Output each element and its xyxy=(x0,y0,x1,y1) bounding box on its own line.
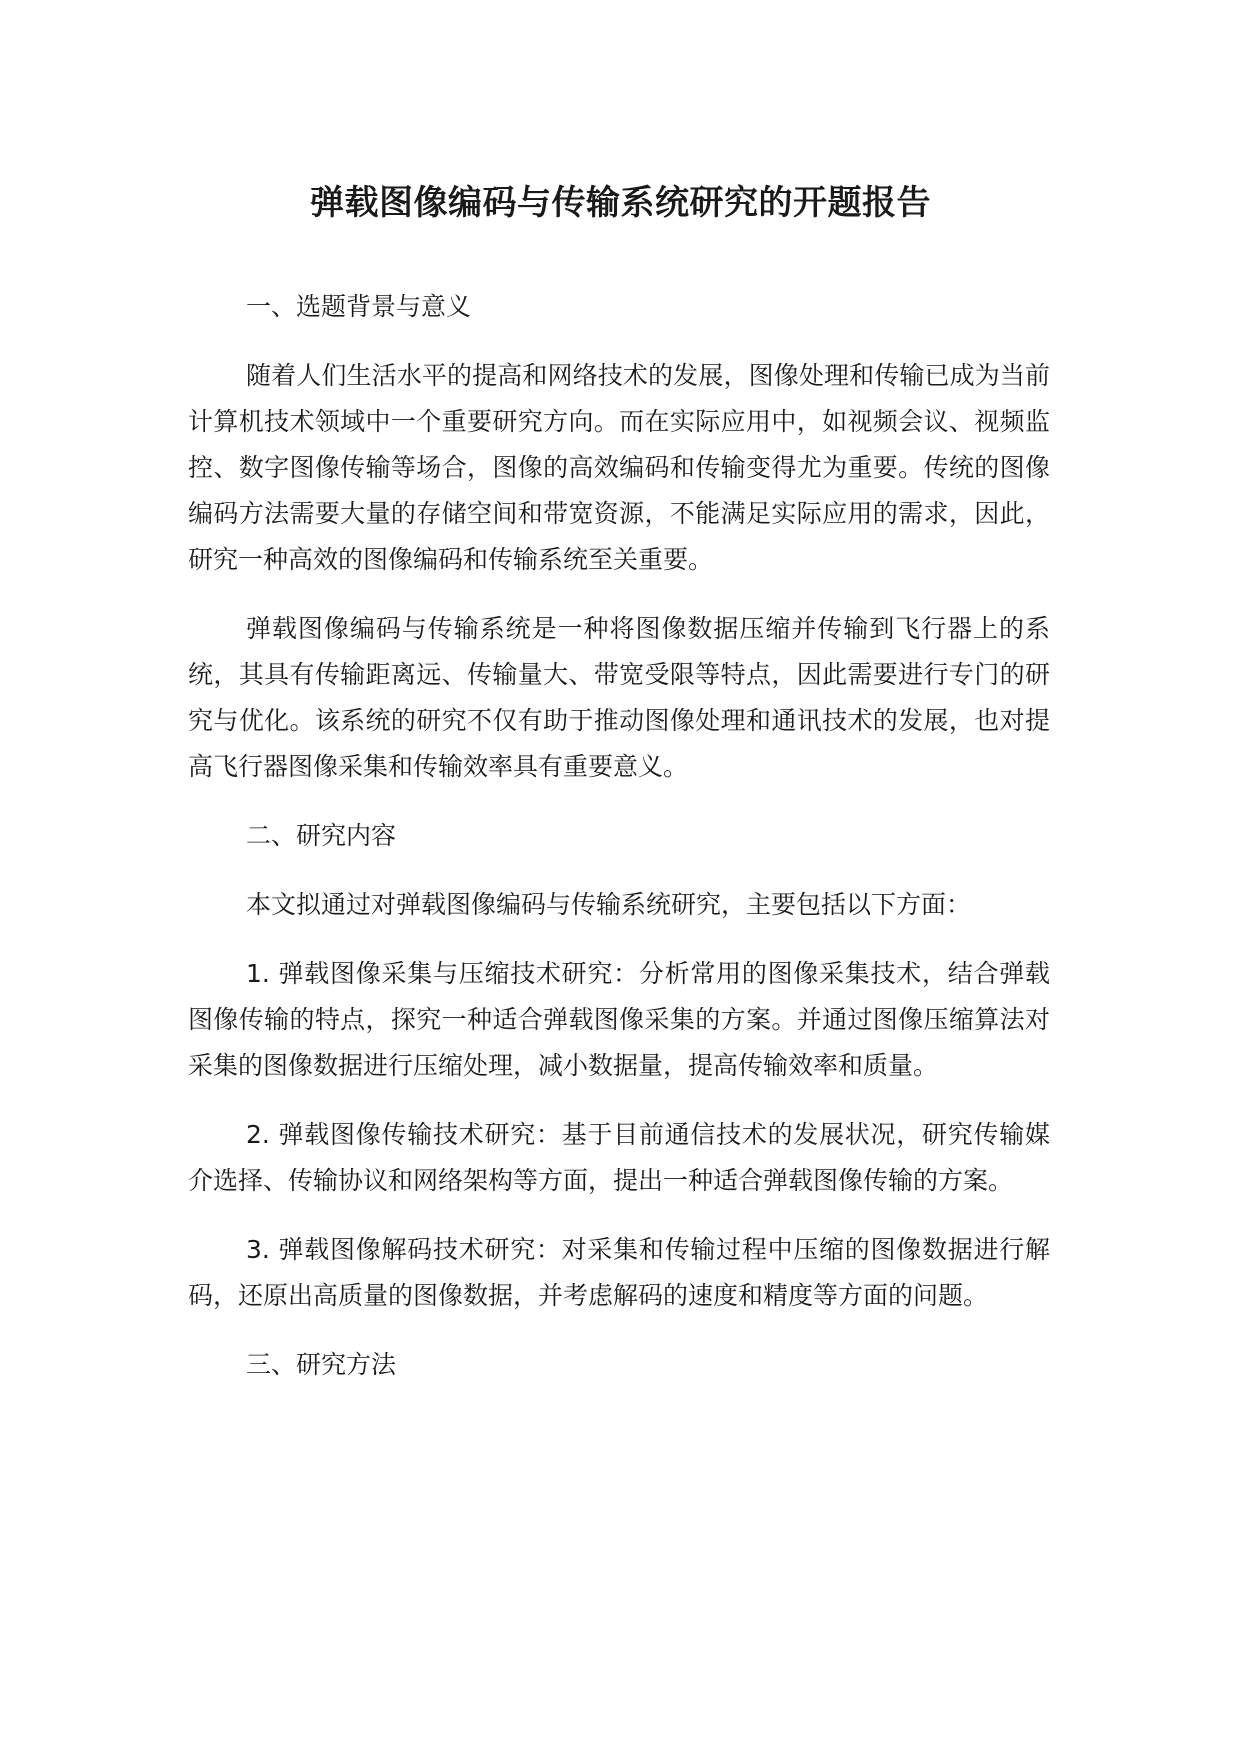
section-heading-methods: 三、研究方法 xyxy=(246,1350,397,1379)
document-title: 弹载图像编码与传输系统研究的开题报告 xyxy=(310,183,931,223)
list-item-capture-compression: 1. 弹载图像采集与压缩技术研究：分析常用的图像采集技术，结合弹载图像传输的特点，探究一种适合弹载图像采集的方案。并通过图像压缩算法对采集的图像数据进行压缩处理，减小数据量，提高传输效率和质量。 xyxy=(188,959,1050,1080)
list-item-transmission: 2. 弹载图像传输技术研究：基于目前通信技术的发展状况，研究传输媒介选择、传输协议和网络架构等方面，提出一种适合弹载图像传输的方案。 xyxy=(188,1120,1050,1195)
section-heading-background: 一、选题背景与意义 xyxy=(246,292,472,321)
document-body xyxy=(188,284,1050,1411)
section-heading-content: 二、研究内容 xyxy=(246,821,397,850)
paragraph-background-1: 随着人们生活水平的提高和网络技术的发展，图像处理和传输已成为当前计算机技术领域中一个重要研究方向。而在实际应用中，如视频会议、视频监控、数字图像传输等场合，图像的高效编码和传输变得尤为重要。传统的图像编码方法需要大量的存储空间和带宽资源，不能满足实际应用的需求，因此，研究一种高效的图像编码和传输系统至关重要。 xyxy=(188,361,1050,574)
list-item-decoding: 3. 弹载图像解码技术研究：对采集和传输过程中压缩的图像数据进行解码，还原出高质量的图像数据，并考虑解码的速度和精度等方面的问题。 xyxy=(188,1235,1050,1310)
paragraph-content-intro: 本文拟通过对弹载图像编码与传输系统研究，主要包括以下方面： xyxy=(246,890,972,919)
paragraph-background-2: 弹载图像编码与传输系统是一种将图像数据压缩并传输到飞行器上的系统，其具有传输距离远、传输量大、带宽受限等特点，因此需要进行专门的研究与优化。该系统的研究不仅有助于推动图像处理和通讯技术的发展，也对提高飞行器图像采集和传输效率具有重要意义。 xyxy=(188,614,1050,781)
